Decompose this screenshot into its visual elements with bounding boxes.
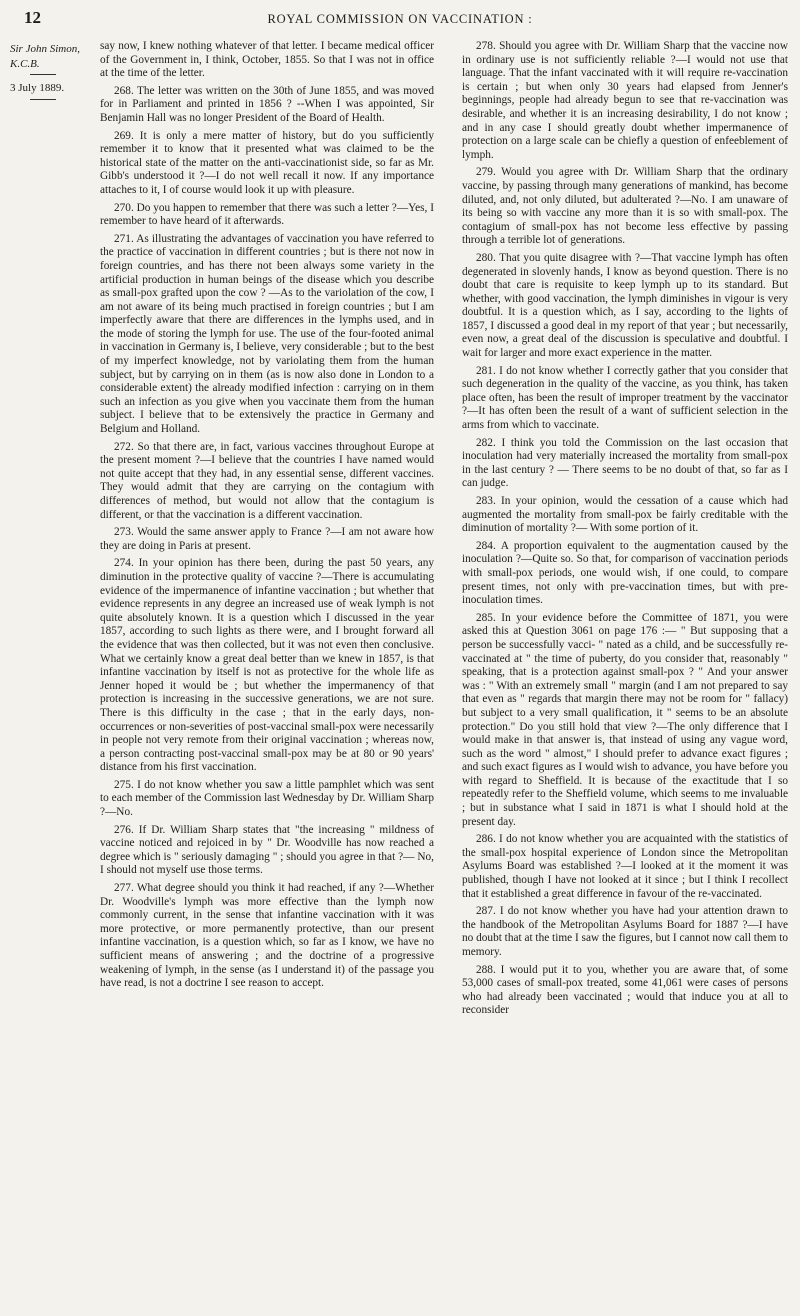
paragraph: 272. So that there are, in fact, various vaccines throughout Europe at the present moment ?—I believe that the countries I have named would not quite accept that they had, in any essential sense, different vaccines. They would admit that they are carrying on the contagium with differences of method, but would not allow that the contagium is different, or that the vaccination is a different vaccination. [100,440,434,521]
paragraph: 277. What degree should you think it had reached, if any ?—Whether Dr. Woodville's lymph was more effective than the lymph now commonly current, in the sense that infantine vaccination with it was more protective, or more permanently protective, than our present infantine vaccination, is a question which, so far as I know, we have no sufficient means of answering ; and the doctrine of a progressive weakening of lymph, in the sense (as I understand it) of the passage you have read, is not a doctrine I see reason to accept. [100,882,434,990]
margin-divider [30,99,56,100]
paragraph: 279. Would you agree with Dr. William Sharp that the ordinary vaccine, by passing through many generations of mankind, has become diluted, and, not only diluted, but adulterated ?—No. I am unaware of its being so with vaccine any more than it is so with small-pox. The contagium of small-pox has not become less effective by passing through a terrible lot of generations. [462,166,788,247]
paragraph: 280. That you quite disagree with ?—That vaccine lymph has often degenerated in slovenly hands, I know as beyond question. There is no doubt that care is requisite to keep lymph up to its standard. But whether, with good vaccination, the lymph diminishes in vigour is very doubtful. It is a question which, as I say, according to the lights of 1857, I discussed a good deal in my report of that year ; but necessarily, even now, a great deal of the discussion is speculative and doubtful. I wait for larger and more exact experience in the matter. [462,251,788,360]
paragraph: 287. I do not know whether you have had your attention drawn to the handbook of the Metropolitan Asylums Board for 1887 ?—I have no doubt that at the time I saw the figures, but I cannot now call them to memory. [462,905,788,958]
paragraph: 285. In your evidence before the Committee of 1871, you were asked this at Question 3061 on page 176 :— " But supposing that a person be successfully vacci- " nated as a child, and be successfully re-vaccinated at " the time of puberty, do you consider that, reasonably " speaking, that is a protection against small-pox ? " And your answer was : " With an extremely small " margin (and I am not prepared to say that even as " regards that margin there may not be room for " fallacy) but subject to a very small qualification, it " seems to be an absolute protection." Do you still hold that view ?—The only difference that I would make in that answer is, that instead of using any vague word, such as the word " almost," I should prefer to advance exact figures ; and such exact figures as I would wish to advance, you have before you with regard to Sheffield. It is because of the exactitude that I so repeatedly refer to the Sheffield volume, which seems to me invaluable ; but in substance what I said in 1871 is what I should hold at the present day. [462,611,788,828]
paragraph: 283. In your opinion, would the cessation of a cause which had augmented the mortality from small-pox be fairly creditable with the diminution of mortality ?— With some portion of it. [462,495,788,535]
paragraph: 270. Do you happen to remember that there was such a letter ?—Yes, I remember to have heard of it afterwards. [100,201,434,228]
paragraph: 278. Should you agree with Dr. William Sharp that the vaccine now in ordinary use is not sufficiently reliable ?—I would not use that language. That the infant vaccinated with it will require re-vaccination is certain ; but when only 30 years had elapsed from Jenner's beginnings, people had already begun to see that re-vaccination was desirable, and whether it is an increasing desirability, I do not know ; and in any case I should greatly doubt whether impermanence of protection on a large scale can be chiefly a question of enfeeblement of lymph. [462,40,788,161]
paragraph: 271. As illustrating the advantages of vaccination you have referred to the practice of vaccination in different countries ; but is there not now in foreign countries, and has there not been always some variety in the artificial production in human beings of the disease which you describe as small-pox grafted upon the cow ? —As to the variolation of the cow, I am not aware of its being much practised in foreign countries ; but I am imperfectly aware that there are differences in the lymphs used, and in the mode of storing the lymph for use. The use of the four-footed animal in vaccination in Germany is, I believe, very considerable ; but to the best of my imperfect knowledge, not by variolating them from the human subject, but by carrying on in them (as is now also done in London to a considerable extent) the already modified infection : carrying on in them such an infection as you give when you vaccinate them from the human subject. I believe that to be extensively the practice in Germany and Belgium and Holland. [100,232,434,436]
paragraph: 274. In your opinion has there been, during the past 50 years, any diminution in the protective quality of vaccine ?—There is accumulating evidence of the impermanence of infantine vaccination ; but whether that evidence represents in any degree an increased use of weak lymph is not quite absolutely known. It is a question which I discussed in the year 1857, according to such lights as there were, and I brought forward all the evidence that was then collected, but it was not even then conclusive. What we certainly know a great deal better than we knew in 1857, is that infantine vaccination by itself is not as protective for the whole life as Jenner hoped it would be ; but whether the impermanency of that protection is increasing in the successive generations, we are not sure. There is this difficulty in the case ; that in the early days, non-occurrences or non-severities of post-vaccinal small-pox were necessarily in people not very remote from their original vaccination ; whereas now, a person contracting post-vaccinal small-pox may be at 80 or 90 years' distance from his first vaccination. [100,557,434,774]
witness-name: Sir John Simon, K.C.B. [10,43,80,70]
paragraph: say now, I knew nothing whatever of that letter. I became medical officer of the Government in, I think, October, 1855. So that I was not in office at the time of the letter. [100,40,434,80]
paragraph: 282. I think you told the Commission on the last occasion that inoculation had very materially increased the mortality from small-pox in the last century ? — There seems to be no doubt of that, so far as I can judge. [462,436,788,490]
paragraph: 276. If Dr. William Sharp states that "the increasing " mildness of vaccine noticed and rejoiced in by " Dr. Woodville has now reached a degree which is " seriously damaging " ; should you agree in that ?— No, I should not myself use those terms. [100,823,434,877]
paragraph: 273. Would the same answer apply to France ?—I am not aware how they are doing in Paris at present. [100,526,434,552]
paragraph: 269. It is only a mere matter of history, but do you sufficiently remember it to know that it presented what was claimed to be the historical state of the matter on the anti-vaccinationist side, so far as Mr. Gibb's understood it ?—I do not well recall it now. If any importance attaches to it, I of course would look it up with pleasure. [100,129,434,196]
paragraph: 281. I do not know whether I correctly gather that you consider that such degeneration in the quality of the vaccine, as you think, has taken place often, has been the result of improper treatment by the vaccinator ?—It has often been the result of a want of sufficient selection in the arms from which to vaccinate. [462,364,788,432]
left-text-column [100,40,434,995]
paragraph: 286. I do not know whether you are acquainted with the statistics of the small-pox hospital experience of London since the Metropolitan Asylums Board was established ?—I looked at it the moment it was published, though I have not looked at it since ; but I think I recollect that it established a great difference in favour of the re-vaccinated. [462,833,788,900]
witness-margin-note [10,42,92,100]
paragraph: 284. A proportion equivalent to the augmentation caused by the inoculation ?—Quite so. So that, for comparison of vaccination periods with small-pox periods, one would wish, if one could, to compare present times, not only with pre-vaccination times, but with pre-inoculation times. [462,539,788,607]
running-head: ROYAL COMMISSION ON VACCINATION : [267,12,533,26]
right-text-column [462,40,788,1022]
margin-divider [30,74,56,75]
hearing-date: 3 July 1889. [10,82,65,94]
paragraph: 288. I would put it to you, whether you are aware that, of some 53,000 cases of small-pox treated, some 41,061 were cases of persons who had already been vaccinated ; would that induce you at all to reconsider [462,963,788,1017]
paragraph: 275. I do not know whether you saw a little pamphlet which was sent to each member of the Commission last Wednesday by Dr. William Sharp ?—No. [100,778,434,819]
paragraph: 268. The letter was written on the 30th of June 1855, and was moved for in Parliament and printed in 1856 ? --When I was appointed, Sir Benjamin Hall was no longer President of the Board of Health. [100,84,434,124]
page-number: 12 [24,8,41,27]
